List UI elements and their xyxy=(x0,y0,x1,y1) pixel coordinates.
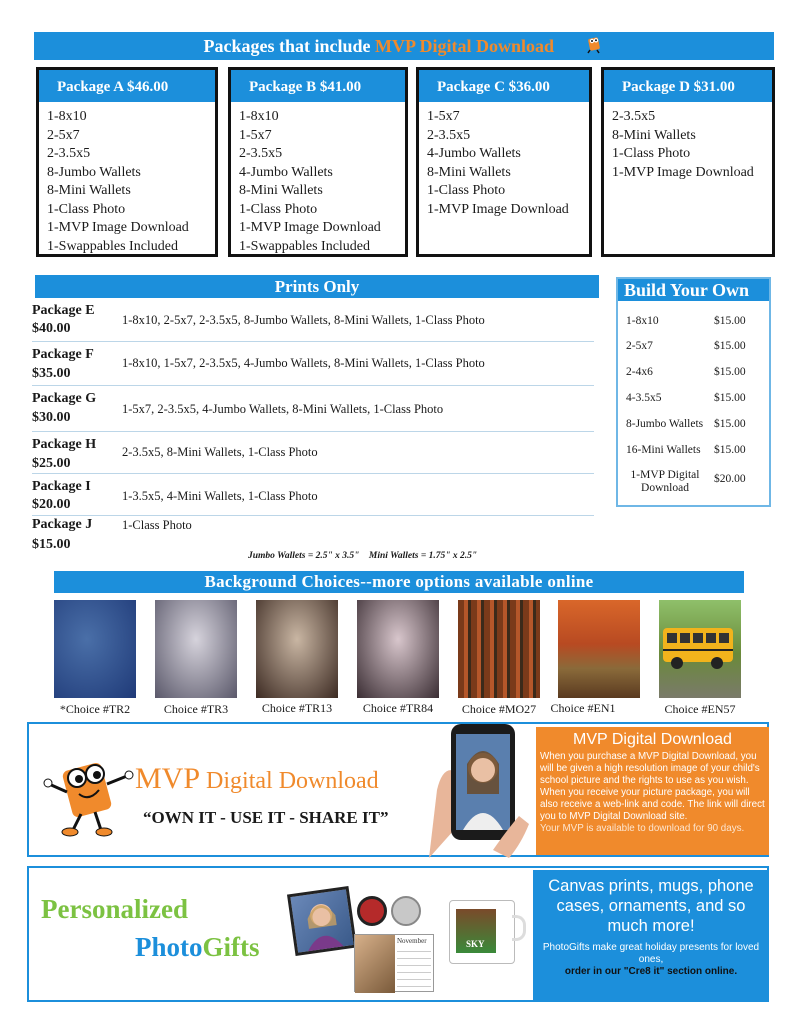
mvp-brand-rest: Digital Download xyxy=(200,768,379,794)
mvp-info-body: When you purchase a MVP Digital Download, you will be given a high resolution image of your child's school picture and the rights to use as you wish. When you receive your picture package, you will also receive a web-link and code. The link will direct you to MVP Digital Download site. xyxy=(540,751,765,822)
photogifts-subtext: PhotoGifts make great holiday presents for loved ones, xyxy=(542,942,760,965)
photogifts-banner xyxy=(27,866,769,1002)
prints-row xyxy=(32,434,594,474)
mug-product xyxy=(449,900,515,964)
calendar-grid xyxy=(397,949,431,987)
package-item: 2-3.5x5 xyxy=(612,109,656,124)
background-choice-label: Choice #EN1 xyxy=(550,701,616,715)
ornament-product-1 xyxy=(357,896,387,926)
calendar-month: November xyxy=(397,937,427,945)
package-item: 1-MVP Image Download xyxy=(47,220,189,235)
byo-label: 2-4x6 xyxy=(626,366,653,378)
package-item: 1-Class Photo xyxy=(427,183,506,198)
package-card-d xyxy=(601,67,775,257)
prints-package-desc: 2-3.5x5, 8-Mini Wallets, 1-Class Photo xyxy=(122,445,318,459)
mvp-info-box xyxy=(536,727,769,855)
package-card-c xyxy=(416,67,592,257)
prints-package-price: $15.00 xyxy=(32,537,71,552)
package-item: 2-3.5x5 xyxy=(47,146,91,161)
mvp-brand-title xyxy=(135,762,379,796)
photogifts-title-line2 xyxy=(135,932,260,963)
prints-package-name: Package H xyxy=(32,437,97,452)
byo-price: $15.00 xyxy=(714,444,746,456)
calendar-product xyxy=(354,934,434,992)
package-item: 8-Mini Wallets xyxy=(239,183,323,198)
package-title: Package D $31.00 xyxy=(604,70,772,104)
mvp-banner xyxy=(27,722,769,857)
package-item: 1-MVP Image Download xyxy=(612,164,754,180)
byo-label: 4-3.5x5 xyxy=(626,392,662,404)
package-item: 1-MVP Image Download xyxy=(427,201,569,217)
byo-price: $15.00 xyxy=(714,418,746,430)
package-item: 1-Class Photo xyxy=(612,146,691,161)
background-thumb-tr2[interactable] xyxy=(54,600,136,698)
mvp-info-title: MVP Digital Download xyxy=(573,731,732,748)
byo-price: $15.00 xyxy=(714,392,746,404)
phone-in-hand-icon xyxy=(423,720,535,858)
background-choice-label: *Choice #TR2 xyxy=(59,702,131,716)
package-item: 1-8x10 xyxy=(47,109,87,124)
package-title: Package C $36.00 xyxy=(419,70,589,104)
prints-package-name: Package G xyxy=(32,391,97,406)
package-item: 8-Mini Wallets xyxy=(47,183,131,198)
byo-label: 8-Jumbo Wallets xyxy=(626,418,704,430)
byo-price: $15.00 xyxy=(714,366,746,378)
prints-package-price: $25.00 xyxy=(32,456,71,471)
package-card-a xyxy=(36,67,218,257)
package-item: 1-5x7 xyxy=(427,109,460,124)
build-your-own-header: Build Your Own xyxy=(618,279,769,301)
package-card-b xyxy=(228,67,408,257)
mvp-mascot-icon xyxy=(583,34,605,62)
prints-package-price: $20.00 xyxy=(32,497,71,512)
packages-header-prefix: Packages that include xyxy=(203,36,375,56)
prints-row xyxy=(32,388,594,432)
byo-row xyxy=(626,469,761,495)
byo-row xyxy=(626,444,761,456)
background-choice-label: Choice #MO27 xyxy=(461,702,537,716)
calendar-photo xyxy=(355,935,395,993)
photogifts-promo-box xyxy=(533,870,769,1000)
background-choice-label: Choice #EN57 xyxy=(664,702,736,716)
background-thumb-mo27[interactable] xyxy=(458,600,540,698)
package-item: 1-8x10 xyxy=(239,109,279,124)
prints-package-desc: 1-5x7, 2-3.5x5, 4-Jumbo Wallets, 8-Mini Wallets, 1-Class Photo xyxy=(122,402,444,416)
photogifts-title-line1: Personalized xyxy=(41,894,188,924)
prints-package-desc: 1-3.5x5, 4-Mini Wallets, 1-Class Photo xyxy=(122,489,318,503)
mvp-info-note: Your MVP is available to download for 90 days. xyxy=(540,823,745,834)
prints-package-name: Package F xyxy=(32,347,94,362)
background-thumb-tr3[interactable] xyxy=(155,600,237,698)
byo-row xyxy=(626,315,761,327)
portrait-girl-icon xyxy=(290,889,353,952)
byo-price: $15.00 xyxy=(714,340,746,352)
background-choices-header: Background Choices--more options available online xyxy=(54,571,744,593)
package-item: 1-Swappables Included xyxy=(47,238,179,254)
prints-row xyxy=(32,514,594,554)
prints-row xyxy=(32,344,594,386)
package-item: 4-Jumbo Wallets xyxy=(427,146,521,161)
photogifts-headline: Canvas prints, mugs, phone cases, ornaments, and so much more! xyxy=(548,877,754,935)
background-choice-label: Choice #TR3 xyxy=(163,702,229,716)
byo-row xyxy=(626,366,761,378)
mug-handle xyxy=(512,915,526,941)
ornament-product-2 xyxy=(391,896,421,926)
mvp-mascot-icon xyxy=(43,754,135,838)
prints-row xyxy=(32,300,594,342)
prints-package-desc: 1-Class Photo xyxy=(122,518,192,532)
package-title: Package A $46.00 xyxy=(39,70,215,104)
packages-header-highlight: MVP Digital Download xyxy=(375,36,555,56)
byo-price: $20.00 xyxy=(714,473,746,485)
prints-row xyxy=(32,476,594,516)
prints-package-desc: 1-8x10, 1-5x7, 2-3.5x5, 4-Jumbo Wallets, 8-Mini Wallets, 1-Class Photo xyxy=(122,356,485,370)
prints-package-name: Package E xyxy=(32,303,95,318)
package-item: 1-Class Photo xyxy=(47,201,126,217)
photogifts-title-gifts: Gifts xyxy=(202,932,260,962)
background-thumb-en1[interactable] xyxy=(558,600,640,698)
background-thumb-tr13[interactable] xyxy=(256,600,338,698)
prints-only-header: Prints Only xyxy=(35,275,599,298)
wallet-size-footnote: Jumbo Wallets = 2.5" x 3.5" Mini Wallets = 1.75" x 2.5" xyxy=(248,551,478,561)
mvp-slogan: “OWN IT - USE IT - SHARE IT” xyxy=(143,808,389,827)
package-item: 1-5x7 xyxy=(239,127,272,143)
package-item: 8-Jumbo Wallets xyxy=(47,164,141,180)
prints-package-price: $30.00 xyxy=(32,410,71,425)
byo-price: $15.00 xyxy=(714,315,746,327)
byo-label: 16-Mini Wallets xyxy=(626,444,701,456)
canvas-print-product xyxy=(287,886,357,956)
mvp-brand-big: MVP xyxy=(135,762,201,795)
byo-row xyxy=(626,418,761,430)
photogifts-title-photo: Photo xyxy=(135,932,203,962)
background-thumb-en57[interactable] xyxy=(659,600,741,698)
package-item: 1-MVP Image Download xyxy=(239,220,381,235)
package-item: 8-Mini Wallets xyxy=(612,127,696,143)
package-item: 1-Swappables Included xyxy=(239,238,371,254)
package-item: 1-Class Photo xyxy=(239,201,318,217)
build-your-own-panel xyxy=(616,277,771,507)
prints-package-price: $35.00 xyxy=(32,366,71,381)
prints-package-price: $40.00 xyxy=(32,321,71,336)
photogifts-cta[interactable]: order in our "Cre8 it" section online. xyxy=(564,966,738,977)
package-item: 2-3.5x5 xyxy=(239,146,283,161)
background-thumb-tr84[interactable] xyxy=(357,600,439,698)
prints-package-name: Package J xyxy=(32,517,93,532)
school-bus-icon xyxy=(659,600,741,698)
byo-label: 1-MVP Digital Download xyxy=(630,469,700,494)
package-item: 8-Mini Wallets xyxy=(427,164,511,180)
package-item: 2-3.5x5 xyxy=(427,127,471,143)
prints-package-desc: 1-8x10, 2-5x7, 2-3.5x5, 8-Jumbo Wallets, 8-Mini Wallets, 1-Class Photo xyxy=(122,313,485,327)
package-item: 4-Jumbo Wallets xyxy=(239,164,333,180)
package-title: Package B $41.00 xyxy=(231,70,405,104)
byo-label: 1-8x10 xyxy=(626,315,659,327)
packages-header xyxy=(34,32,774,60)
mug-text: SKY xyxy=(466,939,485,949)
package-item: 2-5x7 xyxy=(47,127,80,143)
byo-row xyxy=(626,392,761,404)
prints-package-name: Package I xyxy=(32,479,91,494)
background-choice-label: Choice #TR84 xyxy=(362,701,434,715)
byo-row xyxy=(626,340,761,352)
background-choice-label: Choice #TR13 xyxy=(261,701,333,715)
byo-label: 2-5x7 xyxy=(626,340,653,352)
